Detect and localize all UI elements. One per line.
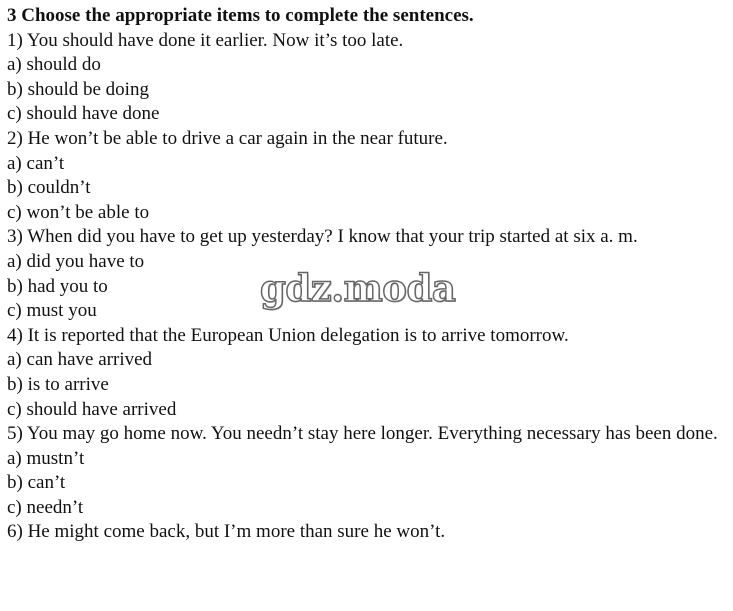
exercise-document [7,4,725,545]
exercise-heading: 3 Choose the appropriate items to complete the sentences. [7,5,474,26]
watermark-logo: gdz.moda [260,266,456,310]
question-3-option-b: b) had you to [7,275,108,297]
question-3-option-a: a) did you have to [7,250,145,272]
question-3-option-c: c) must you [7,300,97,322]
question-1-option-a: a) should do [7,54,101,76]
question-1-sentence: 1) You should have done it earlier. Now it’s too late. [7,29,404,51]
question-6-sentence: 6) He might come back, but I’m more than sure he won’t. [7,521,446,543]
question-5-option-c: c) needn’t [7,496,84,518]
question-4-option-a: a) can have arrived [7,349,153,371]
question-1 [7,29,725,127]
question-2-sentence: 2) He won’t be able to drive a car again in the near future. [7,127,448,149]
question-2-option-a: a) can’t [7,152,65,174]
question-5 [7,422,725,520]
question-5-option-b: b) can’t [7,472,66,494]
question-5-sentence: 5) You may go home now. You needn’t stay here longer. Everything necessary has been done. [7,423,718,445]
question-2 [7,127,725,225]
question-4-sentence: 4) It is reported that the European Union delegation is to arrive tomorrow. [7,324,569,346]
question-4-option-b: b) is to arrive [7,373,109,395]
question-2-option-c: c) won’t be able to [7,201,150,223]
question-4 [7,324,725,422]
question-3 [7,225,725,323]
question-1-option-b: b) should be doing [7,78,149,100]
question-6 [7,520,725,545]
question-3-sentence: 3) When did you have to get up yesterday? I know that your trip started at six a. m. [7,226,638,248]
question-1-option-c: c) should have done [7,103,160,125]
question-5-option-a: a) mustn’t [7,447,85,469]
question-4-option-c: c) should have arrived [7,398,177,420]
question-2-option-b: b) couldn’t [7,177,91,199]
